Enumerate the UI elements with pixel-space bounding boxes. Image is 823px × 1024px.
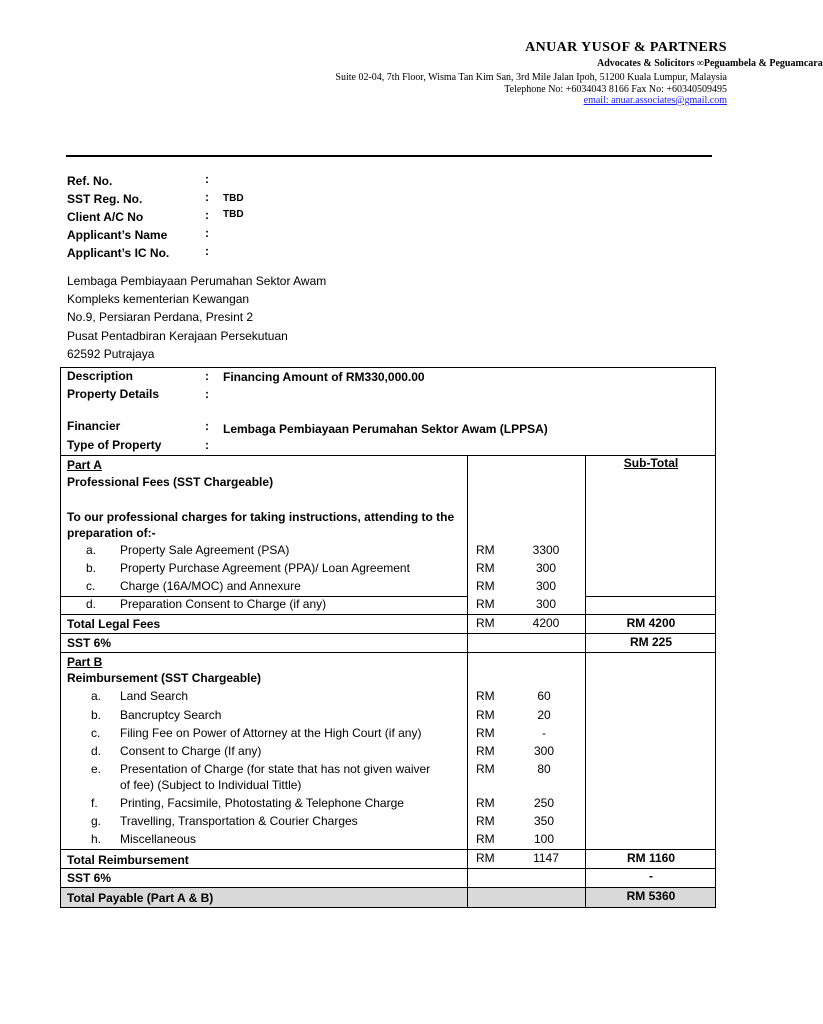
part-a-sst-subtotal: RM 225 xyxy=(629,635,673,649)
item-letter: g. xyxy=(91,814,102,828)
item-amount: 250 xyxy=(533,796,555,810)
item-amount: 3300 xyxy=(532,543,560,557)
item-currency: RM xyxy=(476,597,495,611)
item-letter: a. xyxy=(86,543,97,557)
item-description: Consent to Charge (If any) xyxy=(120,744,262,758)
description-value: Financing Amount of RM330,000.00 xyxy=(223,370,425,384)
item-letter: h. xyxy=(91,832,102,846)
part-a-sst-label: SST 6% xyxy=(67,636,112,650)
item-amount: - xyxy=(542,726,546,740)
part-b-sst-label: SST 6% xyxy=(67,871,112,885)
item-description: Property Sale Agreement (PSA) xyxy=(120,543,290,557)
part-b-title: Part B xyxy=(67,655,103,669)
item-letter: b. xyxy=(91,708,102,722)
item-currency: RM xyxy=(476,814,495,828)
applicant-ic-colon: : xyxy=(205,244,209,258)
item-amount: 100 xyxy=(533,832,555,846)
item-amount: 350 xyxy=(533,814,555,828)
item-letter: e. xyxy=(91,762,102,776)
firm-name: ANUAR YUSOF & PARTNERS xyxy=(525,40,727,55)
item-amount: 300 xyxy=(535,597,557,611)
item-description: Miscellaneous xyxy=(120,832,197,846)
header-divider xyxy=(66,155,712,157)
description-colon: : xyxy=(205,369,209,383)
item-description: Property Purchase Agreement (PPA)/ Loan Agreement xyxy=(120,561,410,575)
item-amount: 60 xyxy=(537,689,551,703)
item-letter: d. xyxy=(86,597,97,611)
item-letter: c. xyxy=(86,579,96,593)
row-divider xyxy=(60,633,716,634)
total-legal-fees-label: Total Legal Fees xyxy=(67,617,161,631)
client-ac-colon: : xyxy=(205,208,209,222)
item-description: Bancruptcy Search xyxy=(120,708,222,722)
item-description: Land Search xyxy=(120,689,189,703)
property-type-colon: : xyxy=(205,438,209,452)
recipient-line: 62592 Putrajaya xyxy=(67,347,155,361)
row-divider xyxy=(60,849,716,850)
sst-reg-colon: : xyxy=(205,190,209,204)
total-payable-subtotal: RM 5360 xyxy=(626,889,676,903)
item-amount: 300 xyxy=(533,744,555,758)
item-currency: RM xyxy=(476,832,495,846)
recipient-line: Lembaga Pembiayaan Perumahan Sektor Awam xyxy=(67,274,327,288)
row-divider xyxy=(585,596,716,597)
part-a-intro: preparation of:- xyxy=(67,526,156,540)
item-currency: RM xyxy=(476,744,495,758)
total-reimbursement-currency: RM xyxy=(476,851,495,865)
part-a-title: Part A xyxy=(67,458,102,472)
client-ac-label: Client A/C No xyxy=(67,210,144,224)
firm-address: Suite 02-04, 7th Floor, Wisma Tan Kim San, 3rd Mile Jalan Ipoh, 51200 Kuala Lumpur, Malaysia xyxy=(335,72,727,83)
item-description: Presentation of Charge (for state that has not given waiver xyxy=(120,762,431,776)
ref-no-colon: : xyxy=(205,172,209,186)
recipient-line: No.9, Persiaran Perdana, Presint 2 xyxy=(67,310,254,324)
client-ac-value: TBD xyxy=(223,209,244,220)
applicant-ic-label: Applicant’s IC No. xyxy=(67,246,170,260)
item-letter: f. xyxy=(91,796,98,810)
item-currency: RM xyxy=(476,726,495,740)
sst-reg-label: SST Reg. No. xyxy=(67,192,143,206)
item-letter: d. xyxy=(91,744,102,758)
firm-subtitle: Advocates & Solicitors ∞Peguambela & Peguamcara xyxy=(597,58,823,69)
column-divider xyxy=(585,455,586,908)
property-details-colon: : xyxy=(205,387,209,401)
row-divider xyxy=(60,887,716,888)
total-legal-fees-subtotal: RM 4200 xyxy=(626,616,676,630)
part-b-sst-subtotal: - xyxy=(649,869,653,883)
item-currency: RM xyxy=(476,561,495,575)
item-amount: 20 xyxy=(537,708,551,722)
part-a-intro: To our professional charges for taking instructions, attending to the xyxy=(67,510,455,524)
item-letter: c. xyxy=(91,726,101,740)
applicant-name-label: Applicant’s Name xyxy=(67,228,168,242)
financier-colon: : xyxy=(205,419,209,433)
sst-reg-value: TBD xyxy=(223,193,244,204)
ref-no-label: Ref. No. xyxy=(67,174,113,188)
item-amount: 80 xyxy=(537,762,551,776)
subtotal-header: Sub-Total xyxy=(623,456,679,470)
property-details-label: Property Details xyxy=(67,387,160,401)
part-a-subtitle: Professional Fees (SST Chargeable) xyxy=(67,475,274,489)
row-divider xyxy=(60,652,716,653)
financier-label: Financier xyxy=(67,419,121,433)
part-b-subtitle: Reimbursement (SST Chargeable) xyxy=(67,671,262,685)
financier-value: Lembaga Pembiayaan Perumahan Sektor Awam (LPPSA) xyxy=(223,422,548,436)
firm-email-link[interactable]: email: anuar.associates@gmail.com xyxy=(583,95,727,106)
recipient-line: Pusat Pentadbiran Kerajaan Persekutuan xyxy=(67,329,288,343)
total-reimbursement-amount: 1147 xyxy=(533,851,559,865)
firm-telephone: Telephone No: +6034043 8166 Fax No: +60340509495 xyxy=(504,84,727,95)
total-legal-fees-amount: 4200 xyxy=(532,616,560,630)
total-legal-fees-currency: RM xyxy=(476,616,495,630)
item-letter: a. xyxy=(91,689,102,703)
item-currency: RM xyxy=(476,708,495,722)
property-type-label: Type of Property xyxy=(67,438,162,452)
total-reimbursement-label: Total Reimbursement xyxy=(67,853,189,867)
item-amount: 300 xyxy=(535,579,557,593)
total-payable-label: Total Payable (Part A & B) xyxy=(67,891,214,905)
item-description: Travelling, Transportation & Courier Charges xyxy=(120,814,358,828)
item-currency: RM xyxy=(476,543,495,557)
recipient-line: Kompleks kementerian Kewangan xyxy=(67,292,250,306)
item-currency: RM xyxy=(476,762,495,776)
item-description: Printing, Facsimile, Photostating & Telephone Charge xyxy=(120,796,404,810)
item-letter: b. xyxy=(86,561,97,575)
item-description-continued: of fee) (Subject to Individual Tittle) xyxy=(120,778,302,792)
item-currency: RM xyxy=(476,796,495,810)
total-reimbursement-subtotal: RM 1160 xyxy=(626,851,676,865)
item-description: Preparation Consent to Charge (if any) xyxy=(120,597,327,611)
item-currency: RM xyxy=(476,689,495,703)
item-description: Filing Fee on Power of Attorney at the High Court (if any) xyxy=(120,726,422,740)
item-description: Charge (16A/MOC) and Annexure xyxy=(120,579,301,593)
item-amount: 300 xyxy=(535,561,557,575)
row-divider xyxy=(60,614,716,615)
description-label: Description xyxy=(67,369,134,383)
item-currency: RM xyxy=(476,579,495,593)
applicant-name-colon: : xyxy=(205,226,209,240)
column-divider xyxy=(467,455,468,908)
